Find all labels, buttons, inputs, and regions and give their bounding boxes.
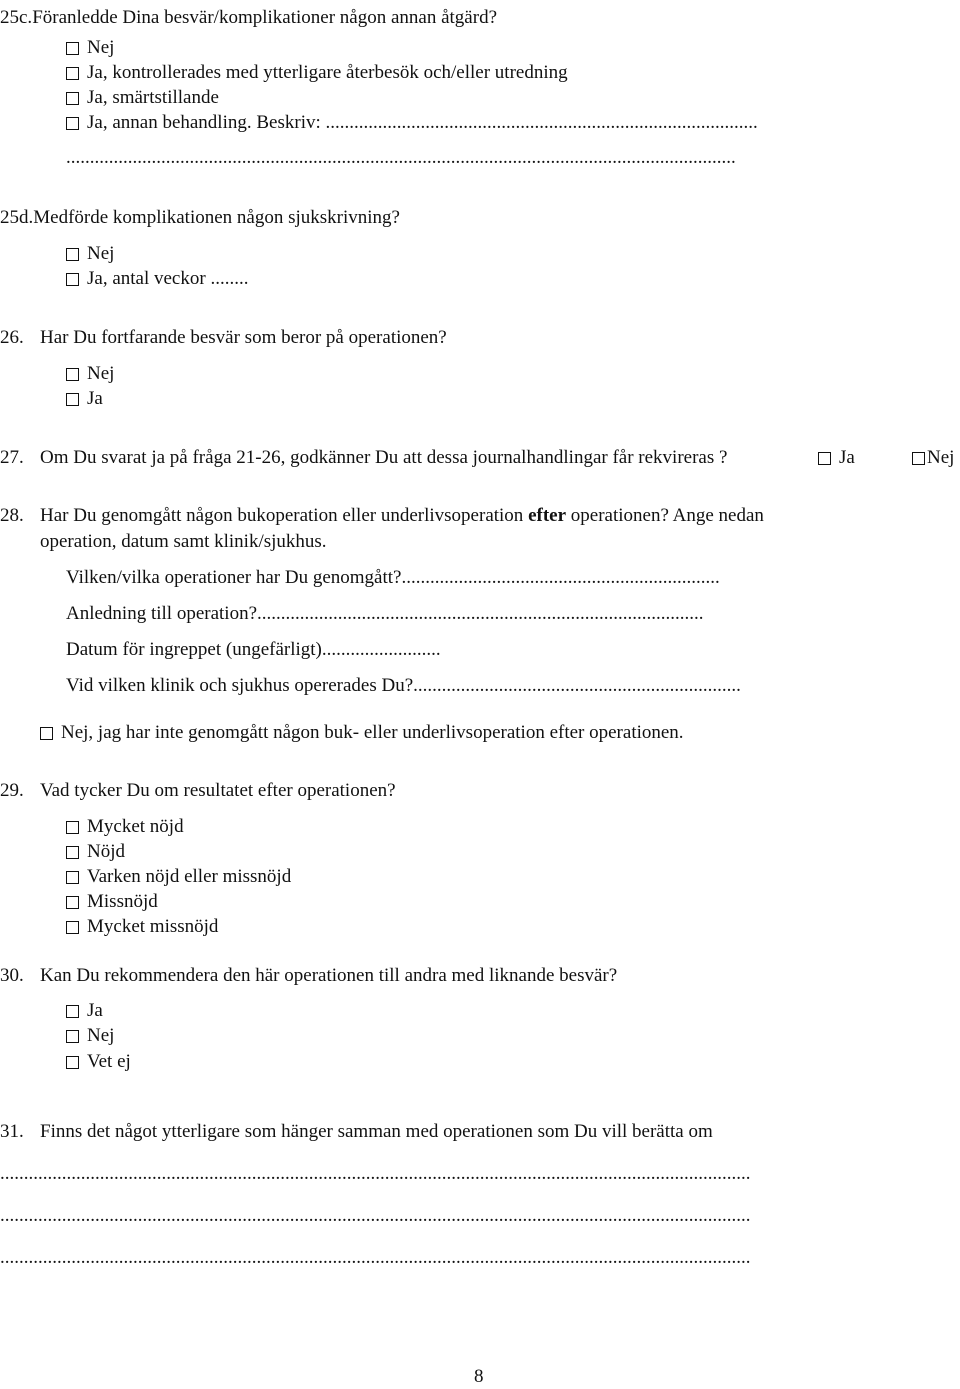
option-30-ja[interactable] (66, 999, 103, 1023)
option-label: Ja (87, 388, 103, 409)
checkbox[interactable] (66, 393, 79, 406)
option-25c-nej[interactable] (66, 36, 114, 60)
question-text: Vad tycker Du om resultatet efter operationen? (40, 780, 396, 801)
option-label: Ja, annan behandling. Beskriv: ........................................................................................... (87, 112, 758, 133)
question-text: Har Du genomgått någon bukoperation eller underlivsoperation (40, 505, 529, 526)
question-30 (0, 964, 617, 988)
option-29-varken[interactable] (66, 865, 291, 889)
checkbox[interactable] (66, 42, 79, 55)
checkbox[interactable] (66, 248, 79, 261)
option-label: Ja (87, 1000, 103, 1021)
checkbox[interactable] (66, 1030, 79, 1043)
question-text: Har Du fortfarande besvär som beror på operationen? (40, 327, 447, 348)
option-label: Mycket missnöjd (87, 916, 219, 937)
checkbox[interactable] (66, 368, 79, 381)
checkbox[interactable] (66, 921, 79, 934)
question-number: 25c. (0, 7, 33, 28)
option-26-ja[interactable] (66, 387, 103, 411)
option-25c-smartstillande[interactable] (66, 86, 219, 110)
option-25d-ja[interactable] (66, 267, 248, 291)
option-label: Mycket nöjd (87, 816, 184, 837)
option-label: Vet ej (87, 1051, 131, 1072)
option-label: Ja, antal veckor ........ (87, 268, 249, 289)
page-number: 8 (474, 1366, 484, 1387)
answer-line[interactable]: .............................................................................................................................................................. (0, 1163, 751, 1184)
option-label: Nej (927, 447, 955, 468)
answer-line[interactable]: .............................................................................................................................................................. (0, 1247, 751, 1268)
question-text: Medförde komplikationen någon sjukskrivning? (33, 207, 400, 228)
checkbox[interactable] (66, 896, 79, 909)
question-27 (0, 446, 727, 470)
question-number: 29. (0, 780, 24, 801)
option-25c-annan[interactable] (66, 111, 758, 135)
answer-line[interactable]: ............................................................................................................................................. (66, 147, 736, 168)
option-29-nojd[interactable] (66, 840, 125, 864)
checkbox[interactable] (66, 117, 79, 130)
checkbox[interactable] (66, 1005, 79, 1018)
question-29 (0, 779, 396, 803)
question-26 (0, 326, 447, 350)
question-text: Om Du svarat ja på fråga 21-26, godkänner Du att dessa journalhandlingar får rekvireras ? (40, 447, 728, 468)
option-label: Ja, kontrollerades med ytterligare återbesök och/eller utredning (87, 62, 568, 83)
field-clinic[interactable]: Vid vilken klinik och sjukhus opererades Du?..................................................................... (66, 675, 741, 696)
question-text: Finns det något ytterligare som hänger samman med operationen som Du vill berätta om (40, 1121, 713, 1142)
option-27-ja[interactable] (818, 446, 855, 470)
question-text: operationen? Ange nedan (566, 505, 764, 526)
checkbox[interactable] (66, 92, 79, 105)
checkbox[interactable] (912, 452, 925, 465)
question-31 (0, 1120, 713, 1144)
question-number: 25d. (0, 207, 34, 228)
checkbox[interactable] (66, 67, 79, 80)
option-label: Nej (87, 1025, 115, 1046)
option-label: Nej, jag har inte genomgått någon buk- eller underlivsoperation efter operationen. (61, 722, 684, 743)
question-number: 31. (0, 1121, 24, 1142)
option-label: Missnöjd (87, 891, 158, 912)
question-25d (0, 206, 400, 230)
checkbox[interactable] (818, 452, 831, 465)
option-30-vet-ej[interactable] (66, 1050, 131, 1074)
question-number: 28. (0, 505, 24, 526)
checkbox[interactable] (66, 1056, 79, 1069)
option-28-nej[interactable] (40, 721, 684, 745)
option-25d-nej[interactable] (66, 242, 114, 266)
question-text: Föranledde Dina besvär/komplikationer någon annan åtgärd? (32, 7, 498, 28)
question-28 (0, 504, 764, 528)
checkbox[interactable] (66, 821, 79, 834)
option-label: Nej (87, 363, 115, 384)
option-30-nej[interactable] (66, 1024, 114, 1048)
option-label: Varken nöjd eller missnöjd (87, 866, 292, 887)
question-number: 26. (0, 327, 24, 348)
option-25c-kontroll[interactable] (66, 61, 568, 85)
option-27-nej[interactable] (912, 446, 954, 470)
question-number: 30. (0, 965, 24, 986)
checkbox[interactable] (40, 727, 53, 740)
checkbox[interactable] (66, 871, 79, 884)
option-29-mycket-nojd[interactable] (66, 815, 184, 839)
question-number: 27. (0, 447, 24, 468)
field-operations[interactable]: Vilken/vilka operationer har Du genomgått?................................................................... (66, 567, 720, 588)
question-text-line2: operation, datum samt klinik/sjukhus. (40, 531, 327, 552)
option-label: Nej (87, 37, 115, 58)
field-reason[interactable]: Anledning till operation?.............................................................................................. (66, 603, 704, 624)
option-label: Nöjd (87, 841, 125, 862)
checkbox[interactable] (66, 846, 79, 859)
question-25c (0, 6, 497, 30)
option-26-nej[interactable] (66, 362, 114, 386)
option-label: Nej (87, 243, 115, 264)
answer-line[interactable]: .............................................................................................................................................................. (0, 1205, 751, 1226)
option-29-mycket-missnojd[interactable] (66, 915, 218, 939)
field-date[interactable]: Datum för ingreppet (ungefärligt)......................... (66, 639, 441, 660)
question-text-emphasis: efter (528, 505, 567, 526)
option-29-missnojd[interactable] (66, 890, 158, 914)
option-label: Ja, smärtstillande (87, 87, 219, 108)
option-label: Ja (839, 447, 855, 468)
checkbox[interactable] (66, 273, 79, 286)
question-text: Kan Du rekommendera den här operationen till andra med liknande besvär? (40, 965, 618, 986)
